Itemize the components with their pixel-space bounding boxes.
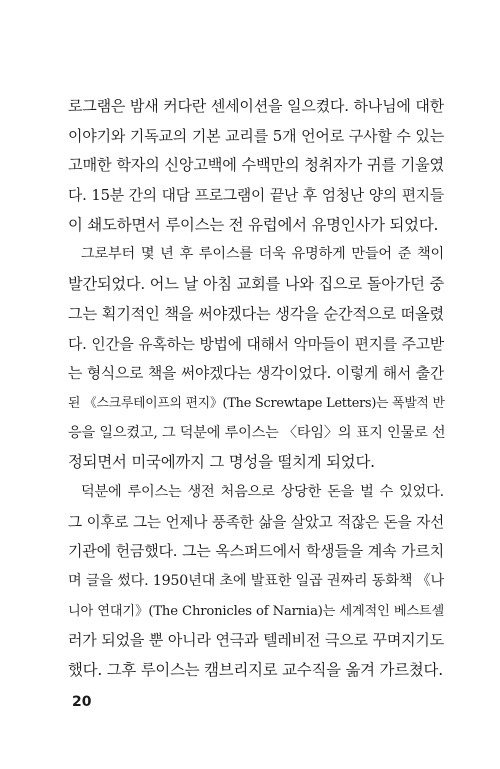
text-line: 그로부터 몇 년 후 루이스를 더욱 유명하게 만들어 준 책이	[81, 246, 444, 263]
text-line: 정되면서 미국에까지 그 명성을 떨치게 되었다.	[68, 453, 375, 472]
text-line: 다. 15분 간의 대담 프로그램이 끝난 후 엄청난 양의 편지들	[68, 187, 444, 205]
text-line: 덕분에 루이스는 생전 처음으로 상당한 돈을 벌 수 있었다.	[81, 483, 444, 500]
text-line: 된 《스크루테이프의 편지》(The Screwtape Letters)는 폭발적 반	[68, 395, 445, 411]
text-line: 발간되었다. 어느 날 아침 교회를 나와 집으로 돌아가던 중	[68, 275, 444, 294]
text-line: 기관에 헌금했다. 그는 옥스퍼드에서 학생들을 계속 가르치	[68, 542, 444, 561]
text-line: 응을 일으켰고, 그 덕분에 루이스는 〈타임〉의 표지 인물로 선	[68, 424, 446, 441]
text-line: 다. 인간을 유혹하는 방법에 대해서 악마들이 편지를 주고받	[68, 335, 444, 353]
text-line: 로그램은 밤새 커다란 센세이션을 일으켰다. 하나님에 대한	[68, 97, 444, 115]
text-line: 이 쇄도하면서 루이스는 전 유럽에서 유명인사가 되었다.	[68, 215, 439, 234]
text-line: 며 글을 썼다. 1950년대 초에 발표한 일곱 권짜리 동화책 《나	[68, 573, 445, 589]
body-text	[68, 92, 444, 686]
page-number: 20	[72, 694, 92, 710]
text-line: 했다. 그후 루이스는 캠브리지로 교수직을 옮겨 가르쳤다.	[68, 661, 443, 680]
text-line: 는 형식으로 책을 써야겠다는 생각이었다. 이렇게 해서 출간	[68, 365, 444, 383]
text-line: 니아 연대기》(The Chronicles of Narnia)는 세계적인 베스트셀	[68, 603, 444, 619]
text-line: 고매한 학자의 신앙고백에 수백만의 청취자가 귀를 기울였	[68, 156, 444, 175]
text-line: 그 이후로 그는 언제나 풍족한 삶을 살았고 적잖은 돈을 자선	[68, 513, 444, 531]
text-line: 그는 획기적인 책을 써야겠다는 생각을 순간적으로 떠올렸	[68, 304, 444, 323]
text-line: 러가 되었을 뿐 아니라 연극과 텔레비전 극으로 꾸며지기도	[68, 631, 444, 650]
text-line: 이야기와 기독교의 기본 교리를 5개 언어로 구사할 수 있는	[68, 126, 444, 145]
